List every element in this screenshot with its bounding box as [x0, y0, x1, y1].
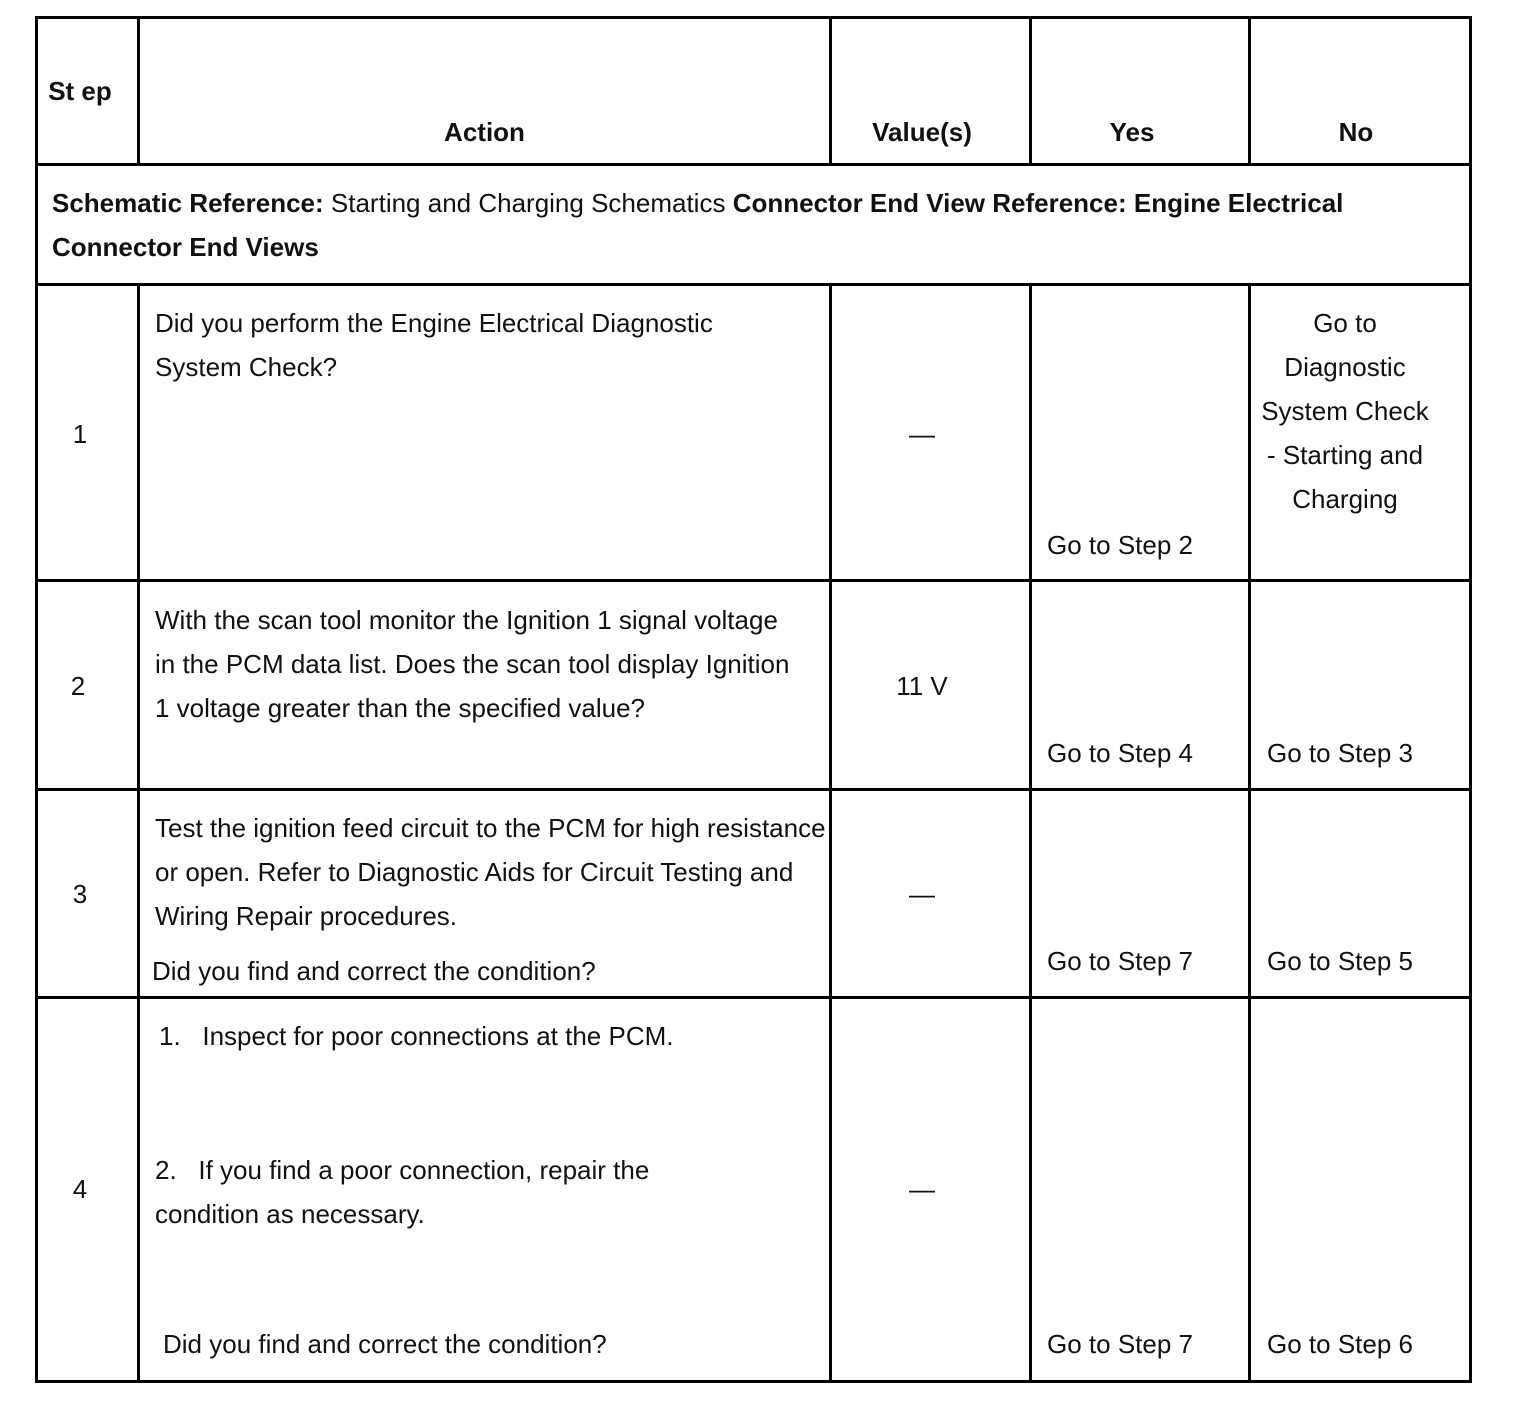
row-divider	[35, 579, 1472, 582]
diagnostic-table	[35, 16, 1472, 1383]
row4-no: Go to Step 6	[1267, 1329, 1413, 1359]
schematic-reference-label: Schematic Reference:	[52, 188, 324, 218]
row1-value: —	[909, 419, 935, 449]
header-yes: Yes	[1109, 117, 1155, 147]
table-border-bottom	[35, 1380, 1472, 1383]
schematic-reference	[52, 181, 1352, 269]
row4-action-item-2: 2. If you find a poor connection, repair the condition as necessary.	[155, 1155, 657, 1229]
row-divider	[35, 996, 1472, 999]
row1-step: 1	[72, 419, 88, 449]
table-border-right	[1469, 16, 1472, 1383]
row4-step: 4	[72, 1174, 88, 1204]
header-divider	[35, 163, 1472, 166]
row3-question: Did you find and correct the condition?	[152, 956, 596, 986]
row4-action-item-1: 1. Inspect for poor connections at the PCM.	[159, 1021, 674, 1051]
row3-value: —	[909, 879, 935, 909]
column-divider	[137, 283, 140, 1383]
row2-action: With the scan tool monitor the Ignition 1 signal voltage in the PCM data list. Does the scan tool display Ignition 1 voltage greater than the specified value?	[155, 605, 790, 723]
row4-yes: Go to Step 7	[1047, 1329, 1193, 1359]
header-action: Action	[444, 117, 525, 147]
row2-value: 11 V	[896, 671, 948, 701]
row2-yes: Go to Step 4	[1047, 738, 1193, 768]
row1-yes: Go to Step 2	[1047, 530, 1193, 560]
table-border-top	[35, 16, 1472, 19]
column-divider	[1029, 283, 1032, 1383]
row3-step: 3	[72, 879, 88, 909]
row2-no: Go to Step 3	[1267, 738, 1413, 768]
row3-action: Test the ignition feed circuit to the PCM for high resistance or open. Refer to Diagnostic Aids for Circuit Testing and Wiring Repair procedures.	[155, 813, 826, 931]
row2-step: 2	[70, 671, 86, 701]
row4-value: —	[909, 1174, 935, 1204]
column-divider	[1248, 283, 1251, 1383]
row1-no: Go to Diagnostic System Check - Starting and Charging	[1261, 308, 1429, 514]
row-divider	[35, 788, 1472, 791]
header-no: No	[1338, 117, 1374, 147]
row3-yes: Go to Step 7	[1047, 946, 1193, 976]
header-step: St ep	[48, 76, 112, 106]
reference-divider	[35, 283, 1472, 286]
row3-no: Go to Step 5	[1267, 946, 1413, 976]
connector-reference-label: Connector End View Reference: Engine Electrical Connector End Views	[52, 188, 1344, 262]
header-values: Value(s)	[872, 117, 972, 147]
row1-action: Did you perform the Engine Electrical Diagnostic System Check?	[155, 308, 713, 382]
table-border-left	[35, 16, 38, 1383]
schematic-reference-value: Starting and Charging Schematics	[323, 188, 733, 218]
row4-question: Did you find and correct the condition?	[163, 1329, 607, 1359]
